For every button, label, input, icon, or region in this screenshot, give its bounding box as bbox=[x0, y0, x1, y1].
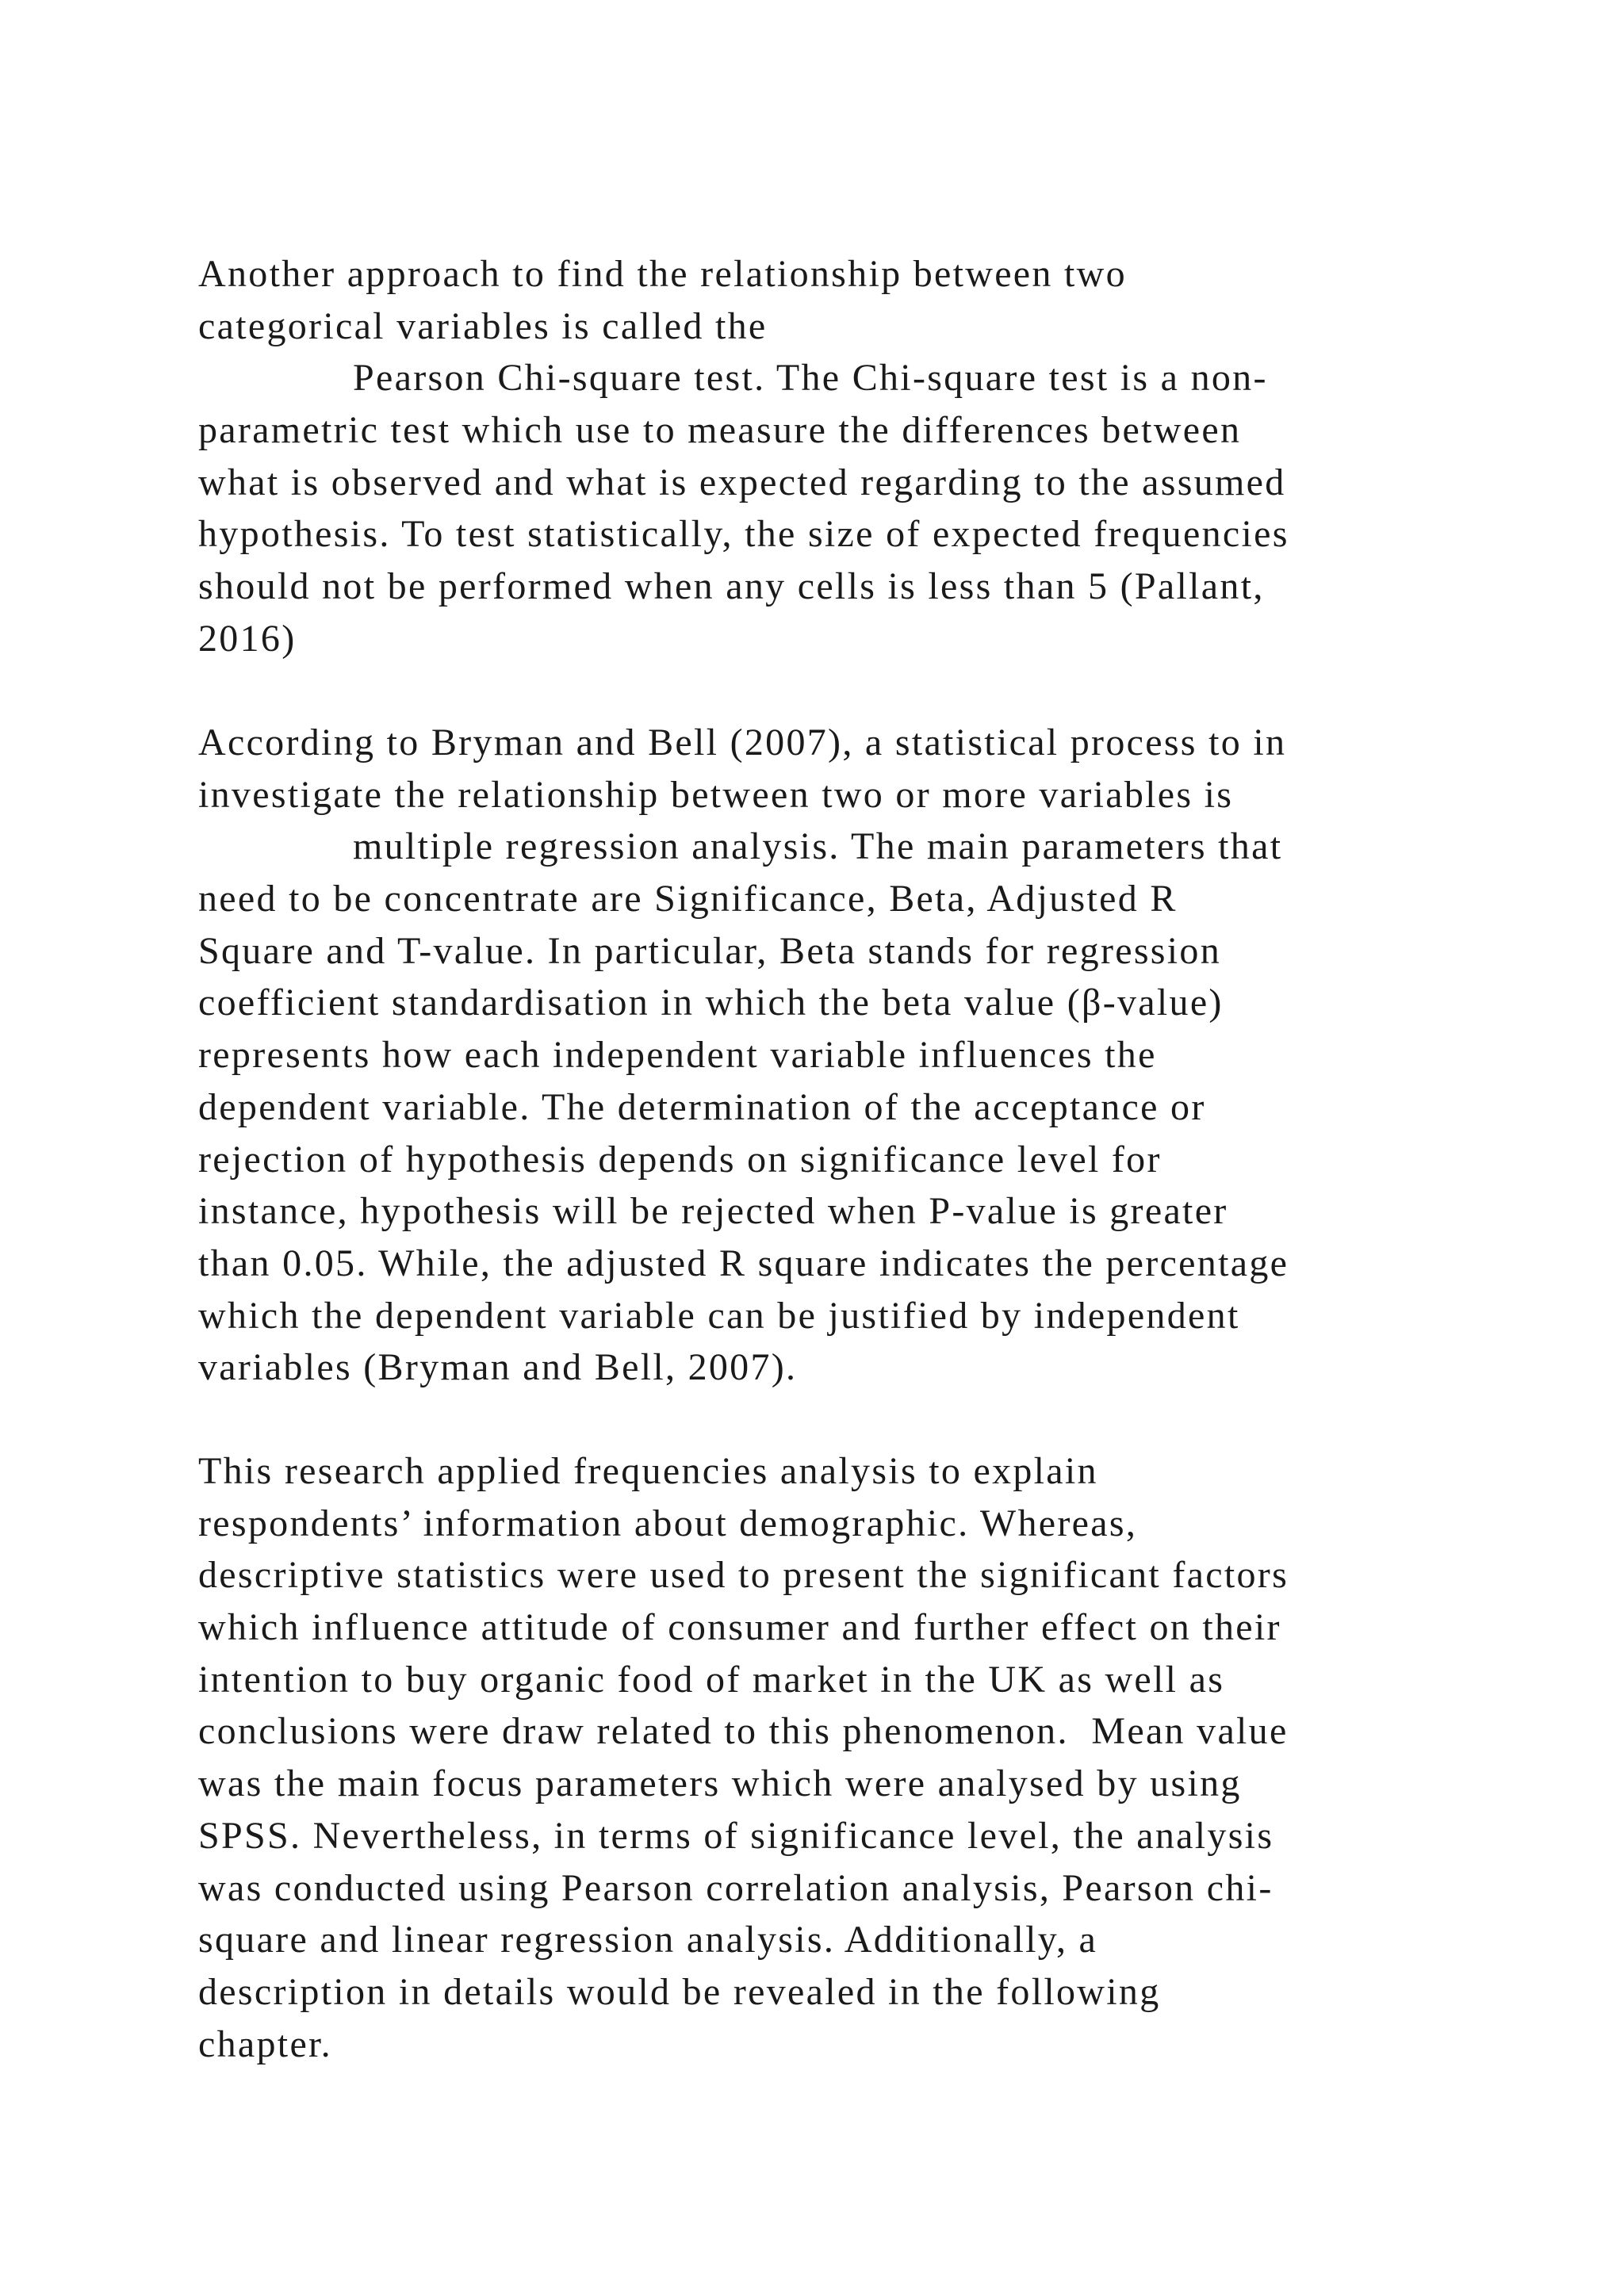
paragraph-regression bbox=[198, 717, 1546, 1394]
text-line: parametric test which use to measure the differences between bbox=[198, 409, 1242, 452]
text-line: According to Bryman and Bell (2007), a statistical process to in bbox=[198, 721, 1287, 763]
text-line: represents how each independent variable influences the bbox=[198, 1034, 1157, 1077]
text-line: multiple regression analysis. The main parameters that bbox=[353, 825, 1283, 868]
paragraph-chi-square bbox=[198, 248, 1546, 665]
text-line: respondents’ information about demographic. Whereas, bbox=[198, 1502, 1138, 1544]
text-line: was the main focus parameters which were analysed by using bbox=[198, 1762, 1242, 1805]
text-line: need to be concentrate are Significance, Beta, Adjusted R bbox=[198, 878, 1178, 920]
text-line: was conducted using Pearson correlation analysis, Pearson chi- bbox=[198, 1866, 1274, 1909]
text-line: coefficient standardisation in which the beta value (β-value) bbox=[198, 982, 1224, 1024]
text-line: Square and T-value. In particular, Beta stands for regression bbox=[198, 929, 1222, 972]
text-line: conclusions were draw related to this phenomenon. Mean value bbox=[198, 1710, 1289, 1753]
text-line: square and linear regression analysis. Additionally, a bbox=[198, 1919, 1098, 1961]
text-line: This research applied frequencies analysis to explain bbox=[198, 1450, 1098, 1492]
text-line: Pearson Chi-square test. The Chi-square test is a non- bbox=[353, 357, 1268, 400]
text-line: hypothesis. To test statistically, the size of expected frequencies bbox=[198, 513, 1289, 556]
text-line: categorical variables is called the bbox=[198, 304, 768, 347]
text-line: intention to buy organic food of market in the UK as well as bbox=[198, 1658, 1225, 1701]
text-line: Another approach to find the relationship between two bbox=[198, 253, 1127, 295]
text-line: what is observed and what is expected regarding to the assumed bbox=[198, 461, 1286, 503]
text-line: chapter. bbox=[198, 2022, 332, 2065]
text-line: dependent variable. The determination of the acceptance or bbox=[198, 1085, 1206, 1128]
text-line: 2016) bbox=[198, 617, 297, 660]
text-line: should not be performed when any cells is less than 5 (Pallant, bbox=[198, 565, 1265, 608]
text-line: rejection of hypothesis depends on significance level for bbox=[198, 1138, 1162, 1181]
paragraph-research-methods bbox=[198, 1445, 1546, 2070]
text-line: SPSS. Nevertheless, in terms of significance level, the analysis bbox=[198, 1814, 1274, 1857]
text-line: instance, hypothesis will be rejected when P-value is greater bbox=[198, 1190, 1228, 1233]
text-line: variables (Bryman and Bell, 2007). bbox=[198, 1346, 798, 1389]
text-line: description in details would be revealed in the following bbox=[198, 1970, 1161, 2013]
text-line: which the dependent variable can be justified by independent bbox=[198, 1294, 1240, 1337]
text-line: descriptive statistics were used to present the significant factors bbox=[198, 1554, 1289, 1597]
text-line: investigate the relationship between two or more variables is bbox=[198, 773, 1234, 816]
text-line: than 0.05. While, the adjusted R square indicates the percentage bbox=[198, 1242, 1289, 1284]
text-line: which influence attitude of consumer and further effect on their bbox=[198, 1606, 1281, 1649]
